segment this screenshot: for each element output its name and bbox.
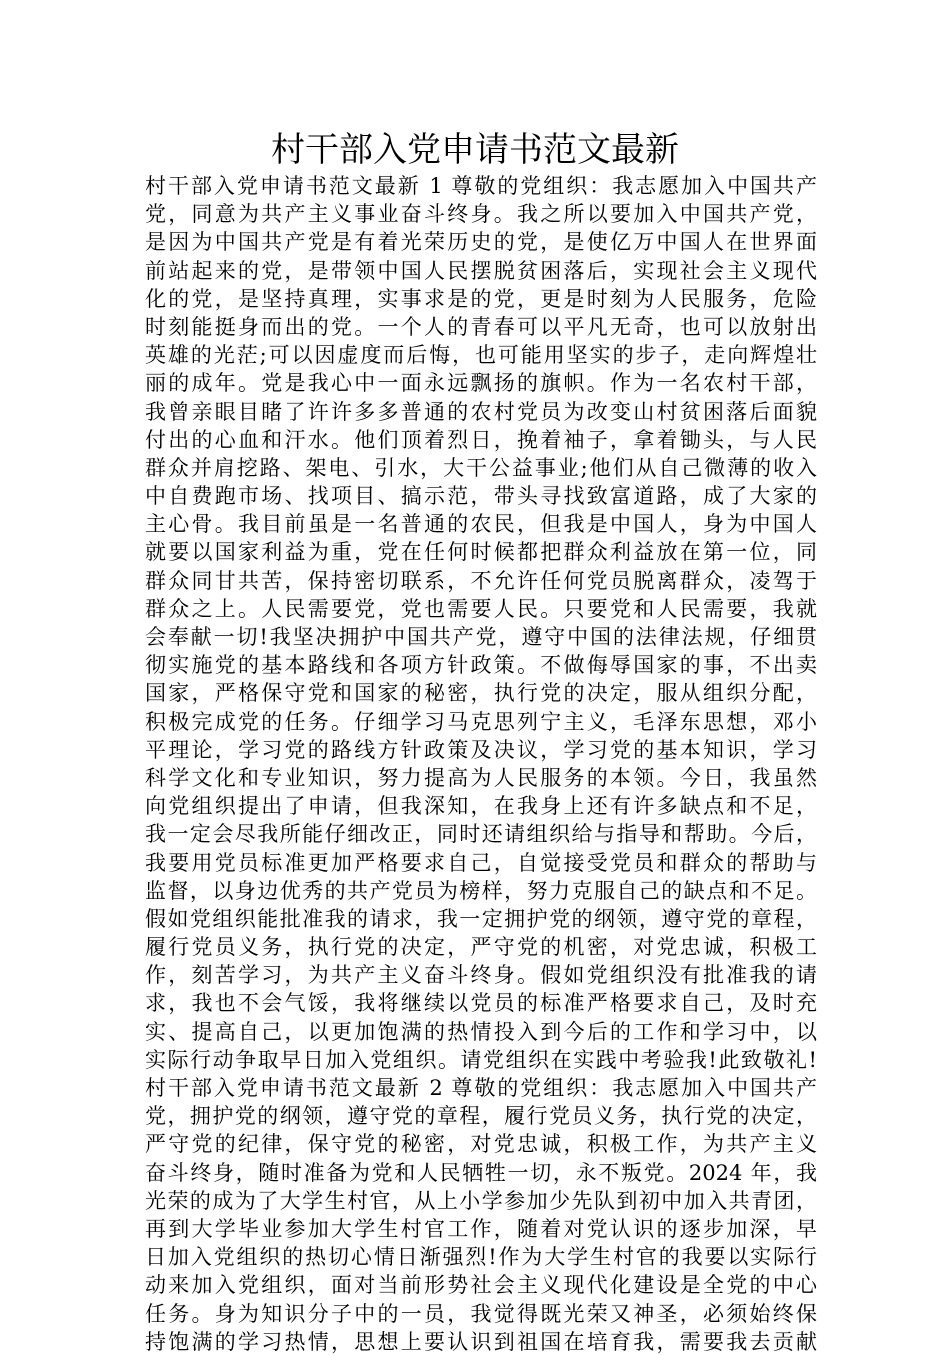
- body-line: 积极完成党的任务。仔细学习马克思列宁主义，毛泽东思想，邓小: [145, 709, 817, 734]
- body-line: 科学文化和专业知识，努力提高为人民服务的本领。今日，我虽然: [145, 765, 817, 790]
- body-line: 党，同意为共产主义事业奋斗终身。我之所以要加入中国共产党，: [145, 202, 817, 227]
- body-line: 会奉献一切!我坚决拥护中国共产党，遵守中国的法律法规，仔细贯: [145, 625, 817, 649]
- body-line: 是因为中国共产党是有着光荣历史的党，是使亿万中国人在世界面: [145, 230, 817, 255]
- body-line: 求，我也不会气馁，我将继续以党员的标准严格要求自己，及时充: [145, 991, 817, 1016]
- document-body: [145, 172, 817, 1356]
- body-line: 我要用党员标准更加严格要求自己，自觉接受党员和群众的帮助与: [145, 850, 817, 875]
- body-line: 动来加入党组织，面对当前形势社会主义现代化建设是全党的中心: [145, 1273, 817, 1298]
- body-line: 党，拥护党的纲领，遵守党的章程，履行党员义务，执行党的决定，: [145, 1104, 817, 1129]
- document-title: 村干部入党申请书范文最新: [271, 130, 679, 170]
- body-line: 国家，严格保守党和国家的秘密，执行党的决定，服从组织分配，: [145, 681, 817, 706]
- body-line: 我曾亲眼目睹了许许多多普通的农村党员为改变山村贫困落后面貌: [145, 399, 817, 424]
- body-line: 持饱满的学习热情，思想上要认识到祖国在培育我，需要我去贡献: [145, 1329, 817, 1354]
- body-line: 群众同甘共苦，保持密切联系，不允许任何党员脱离群众，凌驾于: [145, 568, 817, 593]
- body-line: 英雄的光茫;可以因虚度而后悔，也可能用坚实的步子，走向辉煌壮: [145, 343, 817, 368]
- body-line: 再到大学毕业参加大学生村官工作，随着对党认识的逐步加深，早: [145, 1216, 817, 1241]
- body-line: 就要以国家利益为重，党在任何时候都把群众利益放在第一位，同: [145, 540, 817, 565]
- body-line: 监督，以身边优秀的共产党员为榜样，努力克服自己的缺点和不足。: [145, 878, 817, 903]
- body-line: 前站起来的党，是带领中国人民摆脱贫困落后，实现社会主义现代: [145, 258, 817, 283]
- body-line: 丽的成年。党是我心中一面永远飘扬的旗帜。作为一名农村干部，: [145, 371, 817, 396]
- body-line: 任务。身为知识分子中的一员，我觉得既光荣又神圣，必须始终保: [145, 1301, 817, 1326]
- body-line: 村干部入党申请书范文最新 1 尊敬的党组织：我志愿加入中国共产: [145, 174, 817, 198]
- body-line: 向党组织提出了申请，但我深知，在我身上还有许多缺点和不足，: [145, 794, 817, 819]
- body-line: 群众并肩挖路、架电、引水，大干公益事业;他们从自己微薄的收入: [145, 455, 817, 480]
- body-line: 中自费跑市场、找项目、搞示范，带头寻找致富道路，成了大家的: [145, 484, 817, 509]
- body-line: 平理论，学习党的路线方针政策及决议，学习党的基本知识，学习: [145, 737, 817, 762]
- body-line: 我一定会尽我所能仔细改正，同时还请组织给与指导和帮助。今后，: [145, 822, 817, 847]
- body-line: 主心骨。我目前虽是一名普通的农民，但我是中国人，身为中国人: [145, 512, 817, 537]
- body-line: 实际行动争取早日加入党组织。请党组织在实践中考验我!此致敬礼!: [145, 1047, 817, 1072]
- body-line: 付出的心血和汗水。他们顶着烈日，挽着袖子，拿着锄头，与人民: [145, 427, 817, 452]
- body-line: 彻实施党的基本路线和各项方针政策。不做侮辱国家的事，不出卖: [145, 653, 817, 678]
- body-line: 实、提高自己，以更加饱满的热情投入到今后的工作和学习中，以: [145, 1019, 817, 1044]
- body-line: 作，刻苦学习，为共产主义奋斗终身。假如党组织没有批准我的请: [145, 963, 817, 988]
- body-line: 群众之上。人民需要党，党也需要人民。只要党和人民需要，我就: [145, 596, 817, 621]
- body-line: 履行党员义务，执行党的决定，严守党的机密，对党忠诚，积极工: [145, 935, 817, 960]
- body-line: 奋斗终身，随时准备为党和人民牺牲一切，永不叛党。2024 年，我: [145, 1160, 817, 1185]
- body-line: 严守党的纪律，保守党的秘密，对党忠诚，积极工作，为共产主义: [145, 1132, 817, 1157]
- body-line: 光荣的成为了大学生村官，从上小学参加少先队到初中加入共青团，: [145, 1188, 817, 1213]
- body-line: 化的党，是坚持真理，实事求是的党，更是时刻为人民服务，危险: [145, 286, 817, 311]
- body-line: 村干部入党申请书范文最新 2 尊敬的党组织：我志愿加入中国共产: [145, 1076, 817, 1100]
- body-line: 日加入党组织的热切心情日渐强烈!作为大学生村官的我要以实际行: [145, 1245, 817, 1270]
- body-line: 假如党组织能批准我的请求，我一定拥护党的纲领，遵守党的章程，: [145, 906, 817, 931]
- body-line: 时刻能挺身而出的党。一个人的青春可以平凡无奇，也可以放射出: [145, 314, 817, 339]
